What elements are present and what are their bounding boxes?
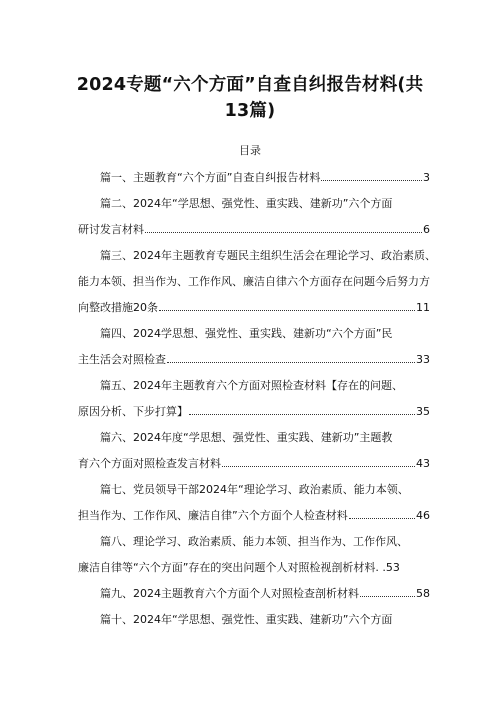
toc-entry-text: 篇一、主题教育“六个方面”自查自纠报告材料 [100, 171, 321, 184]
toc-entry-4-cont[interactable] [78, 352, 430, 368]
toc-page-number: 33 [416, 353, 430, 366]
toc-leader-dots [222, 457, 415, 467]
toc-page-number: 58 [416, 587, 430, 600]
document-title-line-2: 13篇) [224, 101, 276, 121]
toc-entry-text: 篇四、2024学思想、强党性、重实践、建新功“六个方面”民 [100, 327, 393, 340]
toc-page-number: 35 [416, 405, 430, 418]
toc-entry-5[interactable] [100, 378, 430, 394]
toc-entry-6-cont[interactable] [78, 456, 430, 472]
toc-entry-text: 篇十、2024年“学思想、强党性、重实践、建新功”六个方面 [100, 613, 393, 626]
toc-entry-text: 原因分析、下步打算】 [78, 405, 188, 418]
toc-entry-9[interactable] [100, 586, 430, 602]
toc-entry-2[interactable] [100, 196, 430, 212]
toc-leader-dots [189, 405, 415, 415]
toc-page-number: 6 [423, 223, 430, 236]
document-title-line-1: 2024专题“六个方面”自查自纠报告材料(共 [76, 75, 424, 95]
toc-entry-text: 廉洁自律等“六个方面”存在的突出问题个人对照检视剖析材料. .53 [78, 561, 400, 574]
toc-entry-text: 担当作为、工作作风、廉洁自律”六个方面个人检查材料 [78, 509, 348, 522]
toc-heading: 目录 [239, 144, 261, 157]
toc-entry-text: 篇九、2024主题教育六个方面个人对照检查剖析材料 [100, 587, 359, 600]
toc-entry-3[interactable] [100, 248, 436, 264]
toc-entry-text: 研讨发言材料 [78, 223, 144, 236]
toc-entry-2-cont[interactable] [78, 222, 430, 238]
toc-page-number: 11 [416, 301, 430, 314]
toc-entry-3-cont-2[interactable] [78, 300, 430, 316]
toc-page-number: 3 [423, 171, 430, 184]
toc-entry-3-cont[interactable] [78, 274, 430, 290]
toc-entry-8[interactable] [100, 534, 430, 550]
toc-entry-text: 篇八、理论学习、政治素质、能力本领、担当作为、工作作风、 [100, 535, 408, 548]
toc-entry-text: 能力本领、担当作为、工作作风、廉洁自律六个方面存在问题今后努力方 [78, 275, 430, 288]
toc-entry-1[interactable] [100, 170, 430, 186]
toc-entry-text: 篇二、2024年“学思想、强党性、重实践、建新功”六个方面 [100, 197, 393, 210]
toc-entry-5-cont[interactable] [78, 404, 430, 420]
toc-entry-text: 篇六、2024年度“学思想、强党性、重实践、建新功”主题教 [100, 431, 393, 444]
toc-entry-text: 主生活会对照检查 [78, 353, 166, 366]
toc-leader-dots [159, 301, 415, 311]
toc-entry-text: 篇五、2024年主题教育六个方面对照检查材料【存在的问题、 [100, 379, 403, 392]
toc-entry-8-cont[interactable] [78, 560, 430, 576]
toc-leader-dots [145, 223, 422, 233]
toc-entry-4[interactable] [100, 326, 430, 342]
toc-entry-6[interactable] [100, 430, 430, 446]
toc-leader-dots [321, 171, 422, 181]
toc-leader-dots [360, 587, 415, 597]
toc-entry-text: 篇三、2024年主题教育专题民主组织生活会在理论学习、政治素质、 [100, 249, 436, 262]
toc-page-number: 46 [416, 509, 430, 522]
toc-leader-dots [349, 509, 415, 519]
toc-leader-dots [167, 353, 415, 363]
toc-entry-10[interactable] [100, 612, 430, 628]
toc-entry-text: 向整改措施20条 [78, 301, 158, 314]
toc-entry-7[interactable] [100, 482, 430, 498]
toc-entry-text: 篇七、党员领导干部2024年“理论学习、政治素质、能力本领、 [100, 483, 409, 496]
toc-entry-text: 育六个方面对照检查发言材料 [78, 457, 221, 470]
toc-entry-7-cont[interactable] [78, 508, 430, 524]
toc-page-number: 43 [416, 457, 430, 470]
